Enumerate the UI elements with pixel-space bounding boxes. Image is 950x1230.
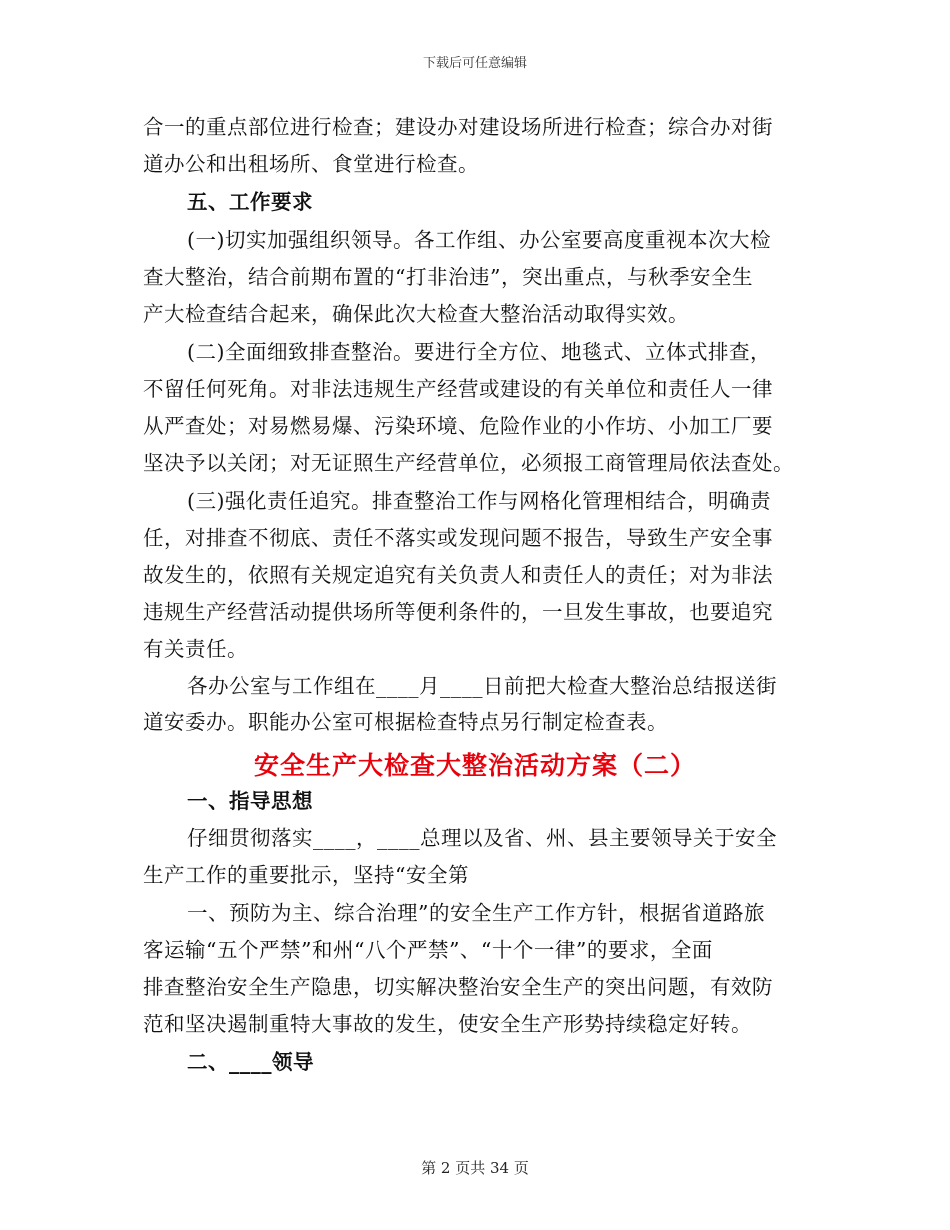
body-line: (一)切实加强组织领导。各工作组、办公室要高度重视本次大检 (187, 228, 771, 252)
body-line: 客运输“五个严禁”和州“八个严禁”、“十个一律”的要求，全面 (143, 938, 713, 962)
body-line: 范和坚决遏制重特大事故的发生，使安全生产形势持续稳定好转。 (143, 1012, 752, 1036)
body-line: 各办公室与工作组在____月____日前把大检查大整治总结报送街 (187, 674, 777, 698)
body-line: 道安委办。职能办公室可根据检查特点另行制定检查表。 (143, 710, 668, 734)
body-line: 道办公和出租场所、食堂进行检查。 (143, 152, 479, 176)
body-line: 查大整治，结合前期布置的“打非治违”，突出重点，与秋季安全生 (143, 265, 753, 289)
body-line: 违规生产经营活动提供场所等便利条件的，一旦发生事故，也要追究 (143, 600, 773, 624)
section-heading: 二、____领导 (187, 1050, 314, 1074)
body-line: (二)全面细致排查整治。要进行全方位、地毯式、立体式排查， (187, 340, 771, 364)
page-footer: 第 2 页共 34 页 (421, 1159, 529, 1177)
document-title: 安全生产大检查大整治活动方案（二） (253, 751, 696, 780)
body-line: 有关责任。 (143, 637, 248, 661)
section-heading: 一、指导思想 (187, 789, 313, 813)
body-line: 排查整治安全生产隐患，切实解决整治安全生产的突出问题，有效防 (143, 975, 773, 999)
body-line: 合一的重点部位进行检查；建设办对建设场所进行检查；综合办对街 (143, 115, 773, 139)
body-line: 产大检查结合起来，确保此次大检查大整治活动取得实效。 (143, 302, 689, 326)
body-line: 任，对排查不彻底、责任不落实或发现问题不报告，导致生产安全事 (143, 526, 773, 550)
page-header: 下载后可任意编辑 (422, 56, 527, 71)
body-line: (三)强化责任追究。排查整治工作与网格化管理相结合，明确责 (187, 489, 771, 513)
body-line: 仔细贯彻落实____，____总理以及省、州、县主要领导关于安全 (187, 826, 777, 850)
body-line: 从严查处；对易燃易爆、污染环境、危险作业的小作坊、小加工厂要 (143, 414, 773, 438)
body-line: 生产工作的重要批示，坚持“安全第 (143, 863, 469, 887)
section-heading: 五、工作要求 (187, 190, 313, 214)
body-line: 故发生的，依照有关规定追究有关负责人和责任人的责任；对为非法 (143, 563, 773, 587)
body-line: 不留任何死角。对非法违规生产经营或建设的有关单位和责任人一律 (143, 377, 773, 401)
body-line: 一、预防为主、综合治理”的安全生产工作方针，根据省道路旅 (187, 901, 765, 925)
body-line: 坚决予以关闭；对无证照生产经营单位，必须报工商管理局依法查处。 (143, 451, 794, 475)
